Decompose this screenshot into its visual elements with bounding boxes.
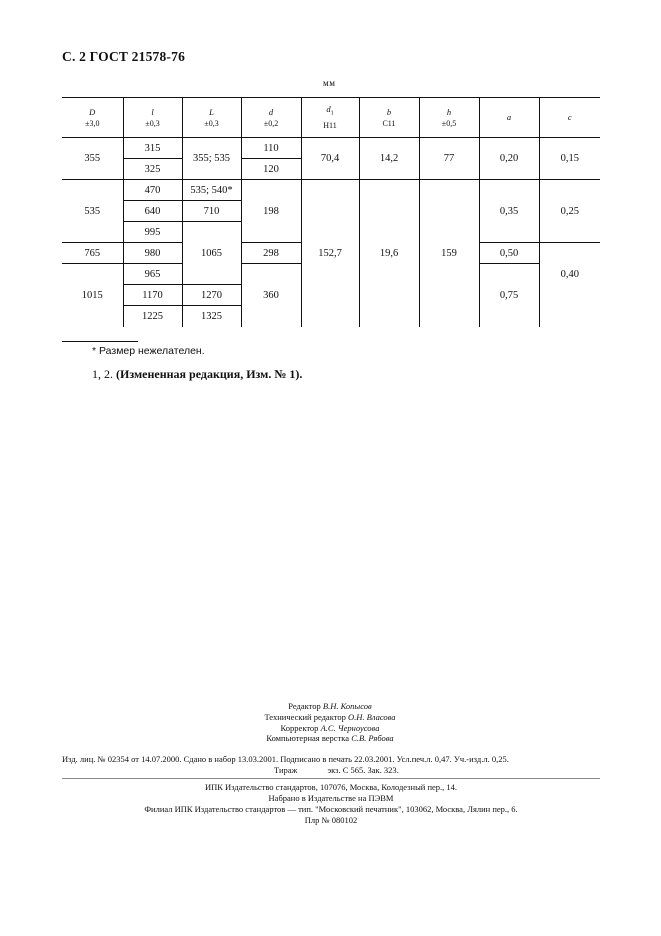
cell-d: 360 (241, 264, 301, 327)
column-header-D: D ±3,0 (62, 98, 123, 138)
credit-line (180, 701, 480, 712)
cell-L: 535; 540* (182, 180, 241, 201)
footnote-divider (62, 341, 138, 342)
credit-role: Компьютерная верстка (266, 733, 350, 744)
page-title: С. 2 ГОСТ 21578-76 (62, 49, 186, 64)
change-note-prefix: 1, 2. (92, 367, 113, 381)
cell-d: 110 (241, 138, 301, 159)
credits-block (180, 701, 480, 744)
cell-a: 0,35 (479, 180, 539, 243)
imprint-block (62, 754, 600, 776)
table-header-row (62, 98, 600, 138)
cell-L: 1270 (182, 285, 241, 306)
column-header-L: L ±0,3 (182, 98, 241, 138)
cell-a: 0,20 (479, 138, 539, 180)
cell-d: 198 (241, 180, 301, 243)
cell-D: 355 (62, 138, 123, 180)
publisher-line: ИПК Издательство стандартов, 107076, Москва, Колодезный пер., 14. (204, 782, 458, 792)
cell-D: 765 (62, 243, 123, 264)
cell-L: 355; 535 (182, 138, 241, 180)
cell-l: 640 (123, 201, 182, 222)
cell-l: 325 (123, 159, 182, 180)
credit-line (180, 712, 480, 723)
credit-line (180, 733, 480, 744)
credit-name: С.В. Рябова (351, 733, 394, 744)
table-row (62, 180, 600, 201)
cell-d: 120 (241, 159, 301, 180)
imprint-line-tirazh (62, 765, 600, 776)
column-header-h: h ±0,5 (419, 98, 479, 138)
credit-role: Редактор (288, 701, 321, 711)
cell-c: 0,40 (560, 268, 579, 280)
cell-l: 965 (123, 264, 182, 285)
credit-name: А.С. Черноусова (320, 722, 380, 733)
footnote: * Размер нежелателен. (92, 345, 205, 357)
cell-d1: 152,7 (301, 180, 359, 327)
column-header-d1: $d_1$ H11 (301, 98, 359, 138)
cell-a: 0,50 (479, 243, 539, 264)
cell-l: 470 (123, 180, 182, 201)
cell-c: 0,15 (539, 138, 600, 180)
cell-d1: 70,4 (301, 138, 359, 180)
cell-h: 159 (419, 180, 479, 327)
cell-l: 1225 (123, 306, 182, 327)
cell-d: 298 (241, 243, 301, 264)
credit-name: В.Н. Копысов (322, 701, 372, 711)
column-header-l: l ±0,3 (123, 98, 182, 138)
column-header-d: d ±0,2 (241, 98, 301, 138)
column-header-a: a (479, 98, 539, 138)
publisher-line: Плр № 080102 (304, 815, 358, 825)
cell-c: 0,25 (539, 180, 600, 243)
cell-l: 980 (123, 243, 182, 264)
publisher-line: Набрано в Издательстве на ПЭВМ (268, 793, 394, 803)
publisher-block (62, 782, 600, 826)
cell-b: 14,2 (359, 138, 419, 180)
cell-h: 77 (419, 138, 479, 180)
change-note-bold: (Измененная редакция, Изм. № 1). (116, 367, 303, 381)
cell-L: 1325 (182, 306, 241, 327)
cell-b: 19,6 (359, 180, 419, 327)
table-row (62, 138, 600, 159)
cell-D: 1015 (62, 264, 123, 327)
units-label: мм (323, 78, 336, 88)
imprint-line: Изд. лиц. № 02354 от 14.07.2000. Сдано в набор 13.03.2001. Подписано в печать 22.03.2001. Усл.печ.л. 0,47. Уч.-изд.л. 0,25. (62, 754, 509, 764)
cell-L: 710 (182, 201, 241, 222)
publisher-line: Филиал ИПК Издательство стандартов — тип. "Московский печатник", 103062, Москва, Лялин пер., 6. (144, 804, 518, 814)
imprint-divider (62, 778, 600, 779)
dimensions-table (62, 97, 600, 327)
tirazh-label: Тираж (274, 765, 298, 775)
cell-l: 1170 (123, 285, 182, 306)
credit-name: О.Н. Власова (347, 711, 396, 722)
cell-l: 315 (123, 138, 182, 159)
copies-info: экз. С 565. Зак. 323. (327, 765, 399, 775)
change-note (92, 367, 302, 382)
credit-role: Технический редактор (264, 711, 346, 722)
cell-a: 0,75 (479, 264, 539, 327)
credit-role: Корректор (280, 722, 319, 733)
cell-D: 535 (62, 180, 123, 243)
column-header-c: c (539, 98, 600, 138)
column-header-b: b C11 (359, 98, 419, 138)
cell-l: 995 (123, 222, 182, 243)
credit-line (180, 723, 480, 734)
cell-c-empty (539, 306, 600, 327)
cell-L: 1065 (182, 222, 241, 285)
